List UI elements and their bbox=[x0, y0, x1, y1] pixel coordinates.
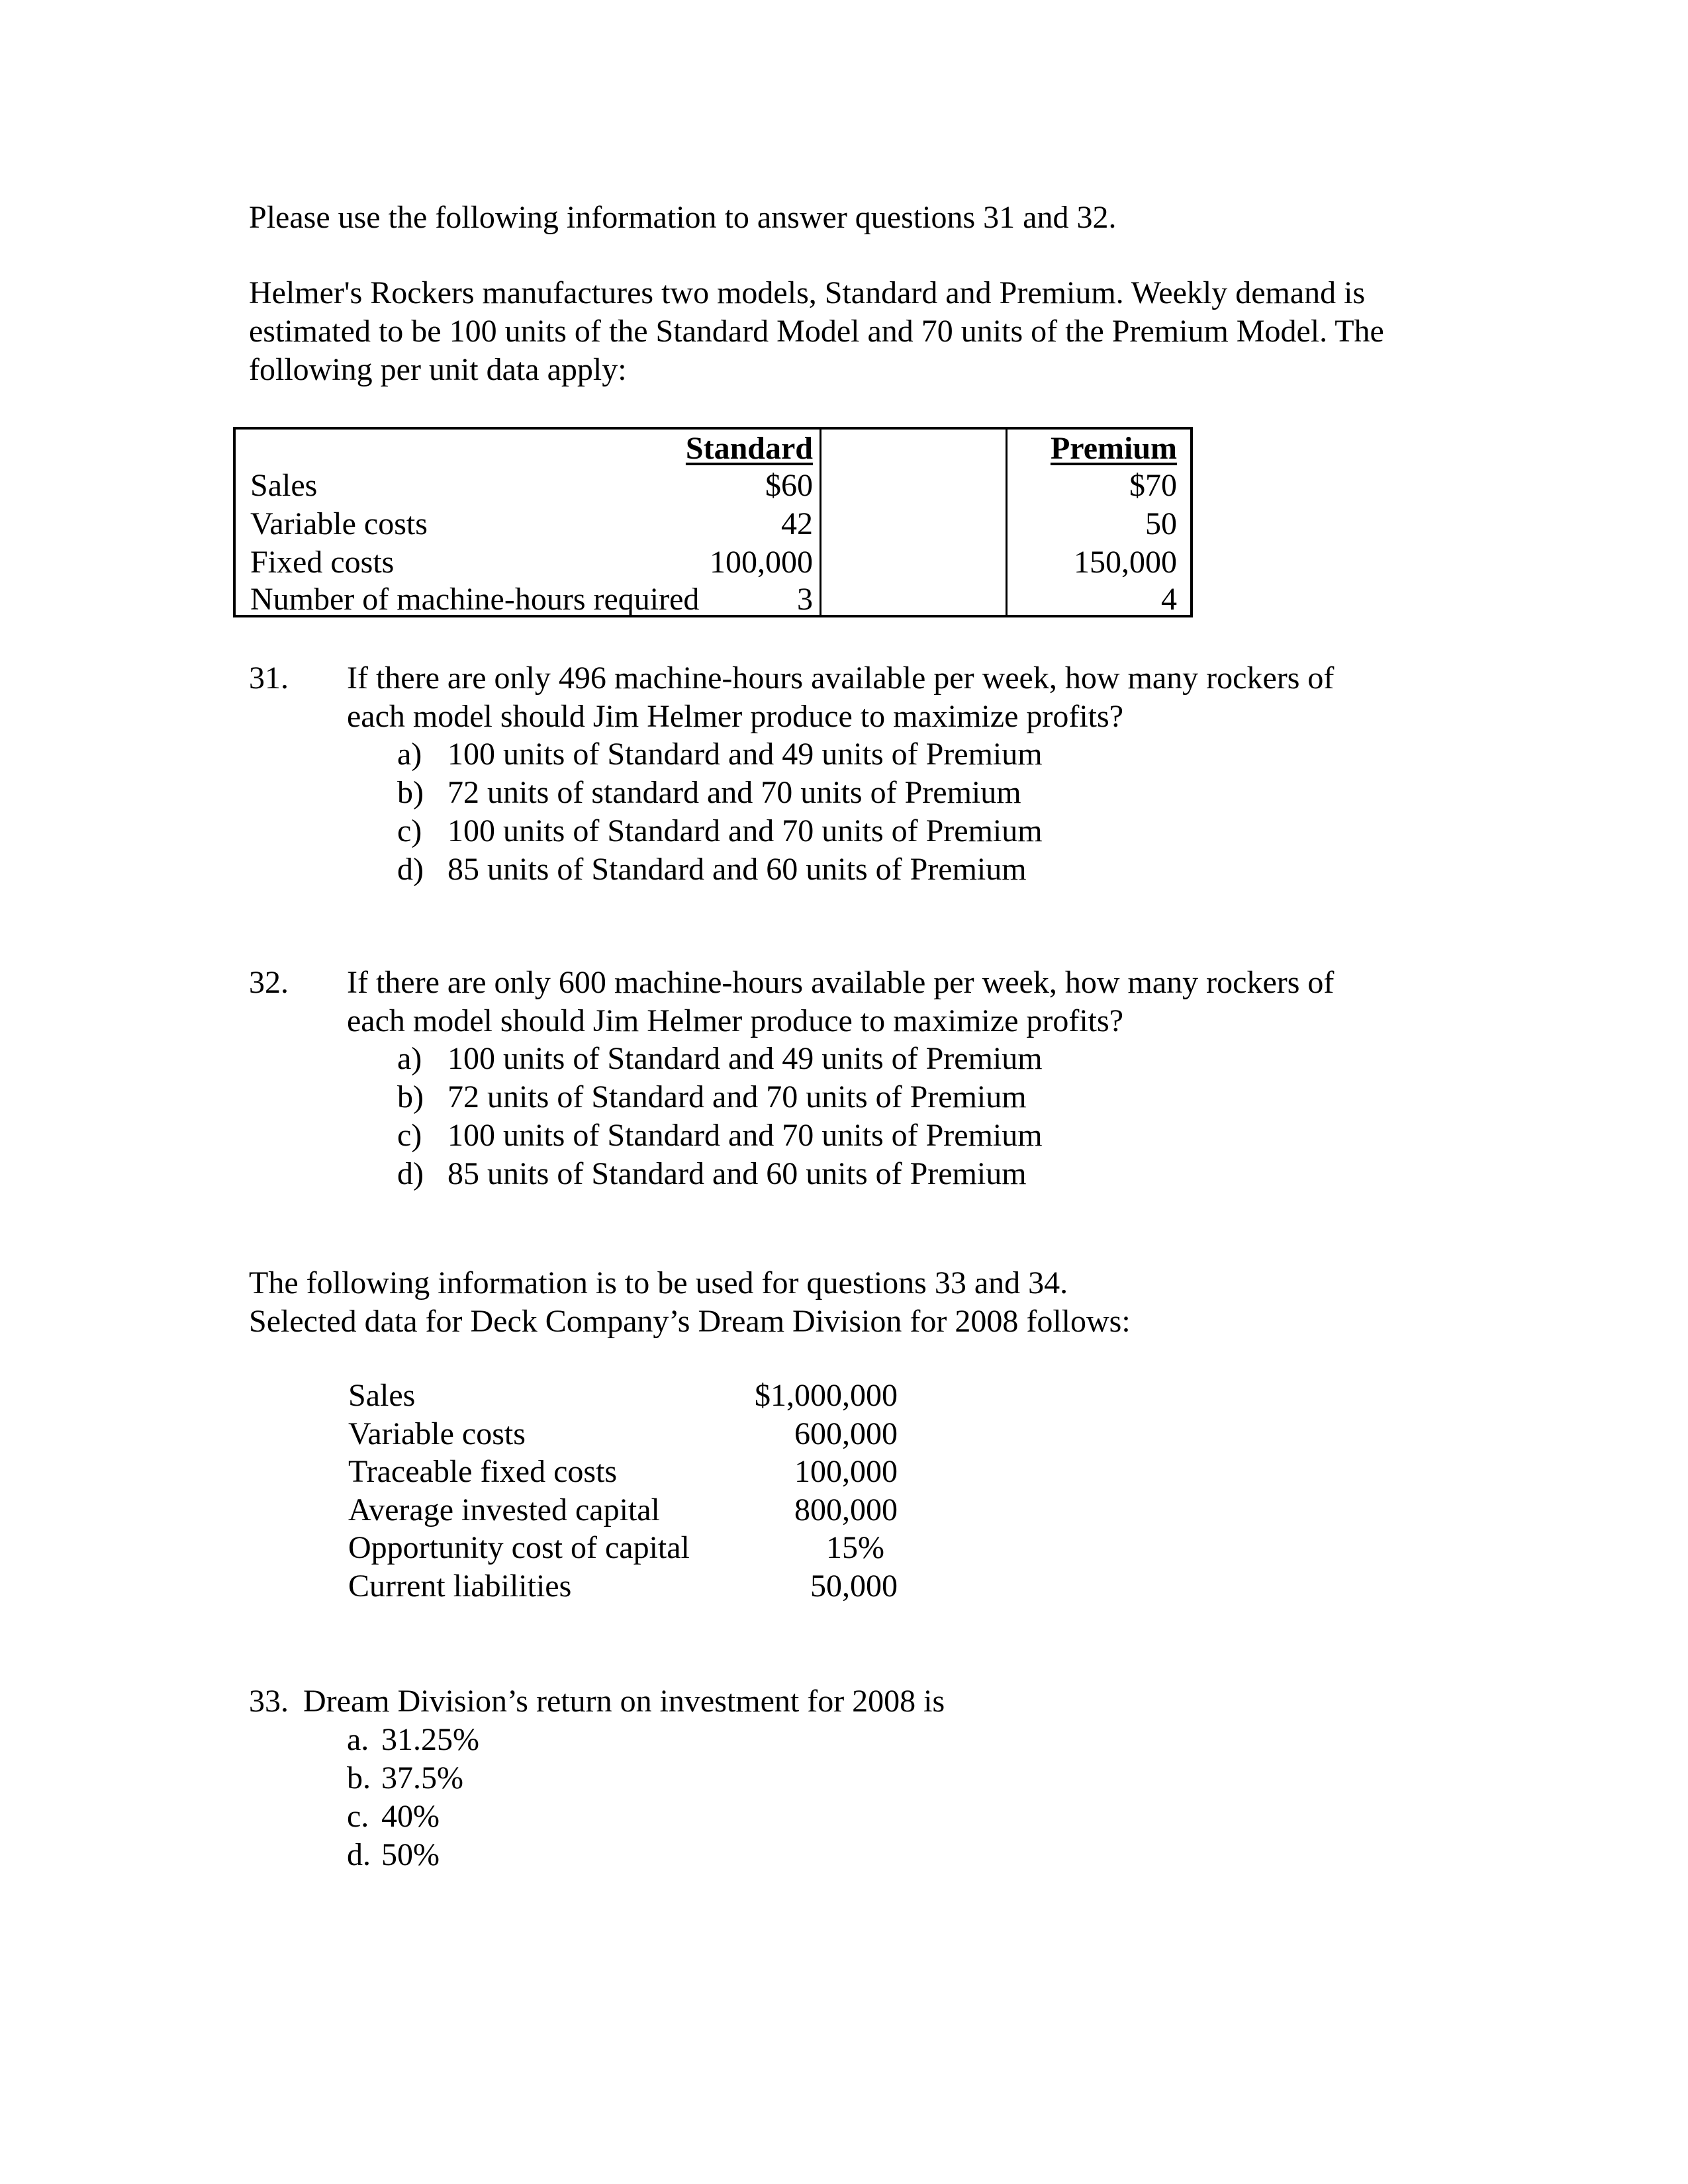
row-label: Traceable fixed costs bbox=[348, 1454, 618, 1489]
option-text: 31.25% bbox=[381, 1722, 479, 1757]
scenario-line: Helmer's Rockers manufactures two models, Standard and Premium. Weekly demand is bbox=[249, 275, 1366, 310]
unit-data-table bbox=[233, 427, 1193, 617]
row-label-sales: Sales bbox=[250, 468, 318, 503]
intro-questions-31-32: Please use the following information to answer questions 31 and 32. bbox=[249, 200, 1117, 235]
cell-standard-machine-hours: 3 bbox=[797, 582, 813, 617]
table-divider bbox=[1006, 430, 1008, 615]
option-text: 72 units of Standard and 70 units of Premium bbox=[447, 1079, 1027, 1115]
row-value: $1,000,000 bbox=[755, 1378, 898, 1413]
scenario-line: estimated to be 100 units of the Standard Model and 70 units of the Premium Model. The bbox=[249, 314, 1384, 349]
table-row bbox=[348, 1377, 898, 1415]
option-text: 40% bbox=[381, 1799, 440, 1834]
scenario-line: following per unit data apply: bbox=[249, 352, 627, 387]
answer-option-c[interactable] bbox=[347, 1797, 440, 1836]
row-label: Current liabilities bbox=[348, 1568, 572, 1604]
answer-option-a[interactable] bbox=[397, 1040, 1043, 1078]
row-label: Opportunity cost of capital bbox=[348, 1530, 690, 1565]
row-value: 50,000 bbox=[810, 1568, 898, 1604]
table-row bbox=[348, 1491, 898, 1529]
answer-option-a[interactable] bbox=[397, 735, 1043, 774]
question-line: each model should Jim Helmer produce to maximize profits? bbox=[347, 1003, 1123, 1038]
division-data-table bbox=[348, 1377, 898, 1605]
row-label-machine-hours: Number of machine-hours required bbox=[250, 582, 700, 617]
answer-option-d[interactable] bbox=[397, 1155, 1027, 1193]
option-label: d) bbox=[397, 1156, 424, 1191]
row-label: Sales bbox=[348, 1378, 416, 1413]
table-row bbox=[348, 1529, 898, 1567]
option-text: 85 units of Standard and 60 units of Premium bbox=[447, 1156, 1027, 1191]
question-number: 33. bbox=[249, 1684, 289, 1719]
answer-option-b[interactable] bbox=[397, 1078, 1027, 1116]
scenario-paragraph bbox=[249, 274, 1384, 389]
row-value: 800,000 bbox=[794, 1492, 898, 1527]
option-text: 100 units of Standard and 70 units of Premium bbox=[447, 1118, 1043, 1153]
option-label: d) bbox=[397, 852, 424, 887]
column-header-standard: Standard bbox=[685, 431, 813, 466]
answer-option-c[interactable] bbox=[397, 812, 1043, 850]
row-label-variable-costs: Variable costs bbox=[250, 506, 428, 541]
row-value: 100,000 bbox=[794, 1454, 898, 1489]
question-line: each model should Jim Helmer produce to maximize profits? bbox=[347, 699, 1123, 734]
option-text: 50% bbox=[381, 1837, 440, 1872]
cell-premium-variable-costs: 50 bbox=[1145, 506, 1177, 541]
option-text: 72 units of standard and 70 units of Premium bbox=[447, 775, 1021, 810]
option-label: b. bbox=[347, 1760, 371, 1796]
answer-option-b[interactable] bbox=[347, 1759, 463, 1797]
intro-questions-33-34 bbox=[249, 1264, 1131, 1341]
option-label: a) bbox=[397, 737, 422, 772]
intro-line: The following information is to be used for questions 33 and 34. bbox=[249, 1265, 1068, 1300]
option-text: 100 units of Standard and 70 units of Premium bbox=[447, 813, 1043, 848]
cell-standard-fixed-costs: 100,000 bbox=[710, 545, 813, 580]
option-label: c) bbox=[397, 813, 422, 848]
answer-option-d[interactable] bbox=[347, 1836, 440, 1874]
table-row bbox=[348, 1453, 898, 1491]
option-label: c. bbox=[347, 1799, 369, 1834]
row-label: Variable costs bbox=[348, 1416, 526, 1451]
option-label: c) bbox=[397, 1118, 422, 1153]
row-label: Average invested capital bbox=[348, 1492, 660, 1527]
option-label: b) bbox=[397, 1079, 424, 1115]
question-text bbox=[347, 659, 1334, 736]
question-text: Dream Division’s return on investment for 2008 is bbox=[303, 1684, 945, 1719]
table-row bbox=[348, 1567, 898, 1606]
option-text: 100 units of Standard and 49 units of Premium bbox=[447, 737, 1043, 772]
option-label: a. bbox=[347, 1722, 369, 1757]
cell-standard-variable-costs: 42 bbox=[781, 506, 813, 541]
row-value: 600,000 bbox=[794, 1416, 898, 1451]
question-number: 31. bbox=[249, 660, 289, 696]
cell-premium-machine-hours: 4 bbox=[1161, 582, 1177, 617]
question-text bbox=[347, 964, 1334, 1040]
cell-premium-fixed-costs: 150,000 bbox=[1074, 545, 1177, 580]
option-label: b) bbox=[397, 775, 424, 810]
row-value: 15% bbox=[826, 1530, 884, 1565]
answer-option-c[interactable] bbox=[397, 1116, 1043, 1155]
cell-standard-sales: $60 bbox=[765, 468, 813, 503]
answer-option-a[interactable] bbox=[347, 1721, 479, 1759]
table-row bbox=[348, 1415, 898, 1453]
option-label: d. bbox=[347, 1837, 371, 1872]
question-number: 32. bbox=[249, 965, 289, 1000]
option-text: 37.5% bbox=[381, 1760, 463, 1796]
column-header-premium: Premium bbox=[1050, 431, 1177, 466]
intro-line: Selected data for Deck Company’s Dream Division for 2008 follows: bbox=[249, 1304, 1131, 1339]
option-text: 85 units of Standard and 60 units of Premium bbox=[447, 852, 1027, 887]
question-line: If there are only 600 machine-hours available per week, how many rockers of bbox=[347, 965, 1335, 1000]
cell-premium-sales: $70 bbox=[1129, 468, 1177, 503]
table-divider bbox=[820, 430, 821, 615]
option-label: a) bbox=[397, 1041, 422, 1076]
answer-option-b[interactable] bbox=[397, 774, 1021, 812]
answer-option-d[interactable] bbox=[397, 850, 1027, 889]
option-text: 100 units of Standard and 49 units of Premium bbox=[447, 1041, 1043, 1076]
row-label-fixed-costs: Fixed costs bbox=[250, 545, 395, 580]
question-line: If there are only 496 machine-hours available per week, how many rockers of bbox=[347, 660, 1335, 696]
